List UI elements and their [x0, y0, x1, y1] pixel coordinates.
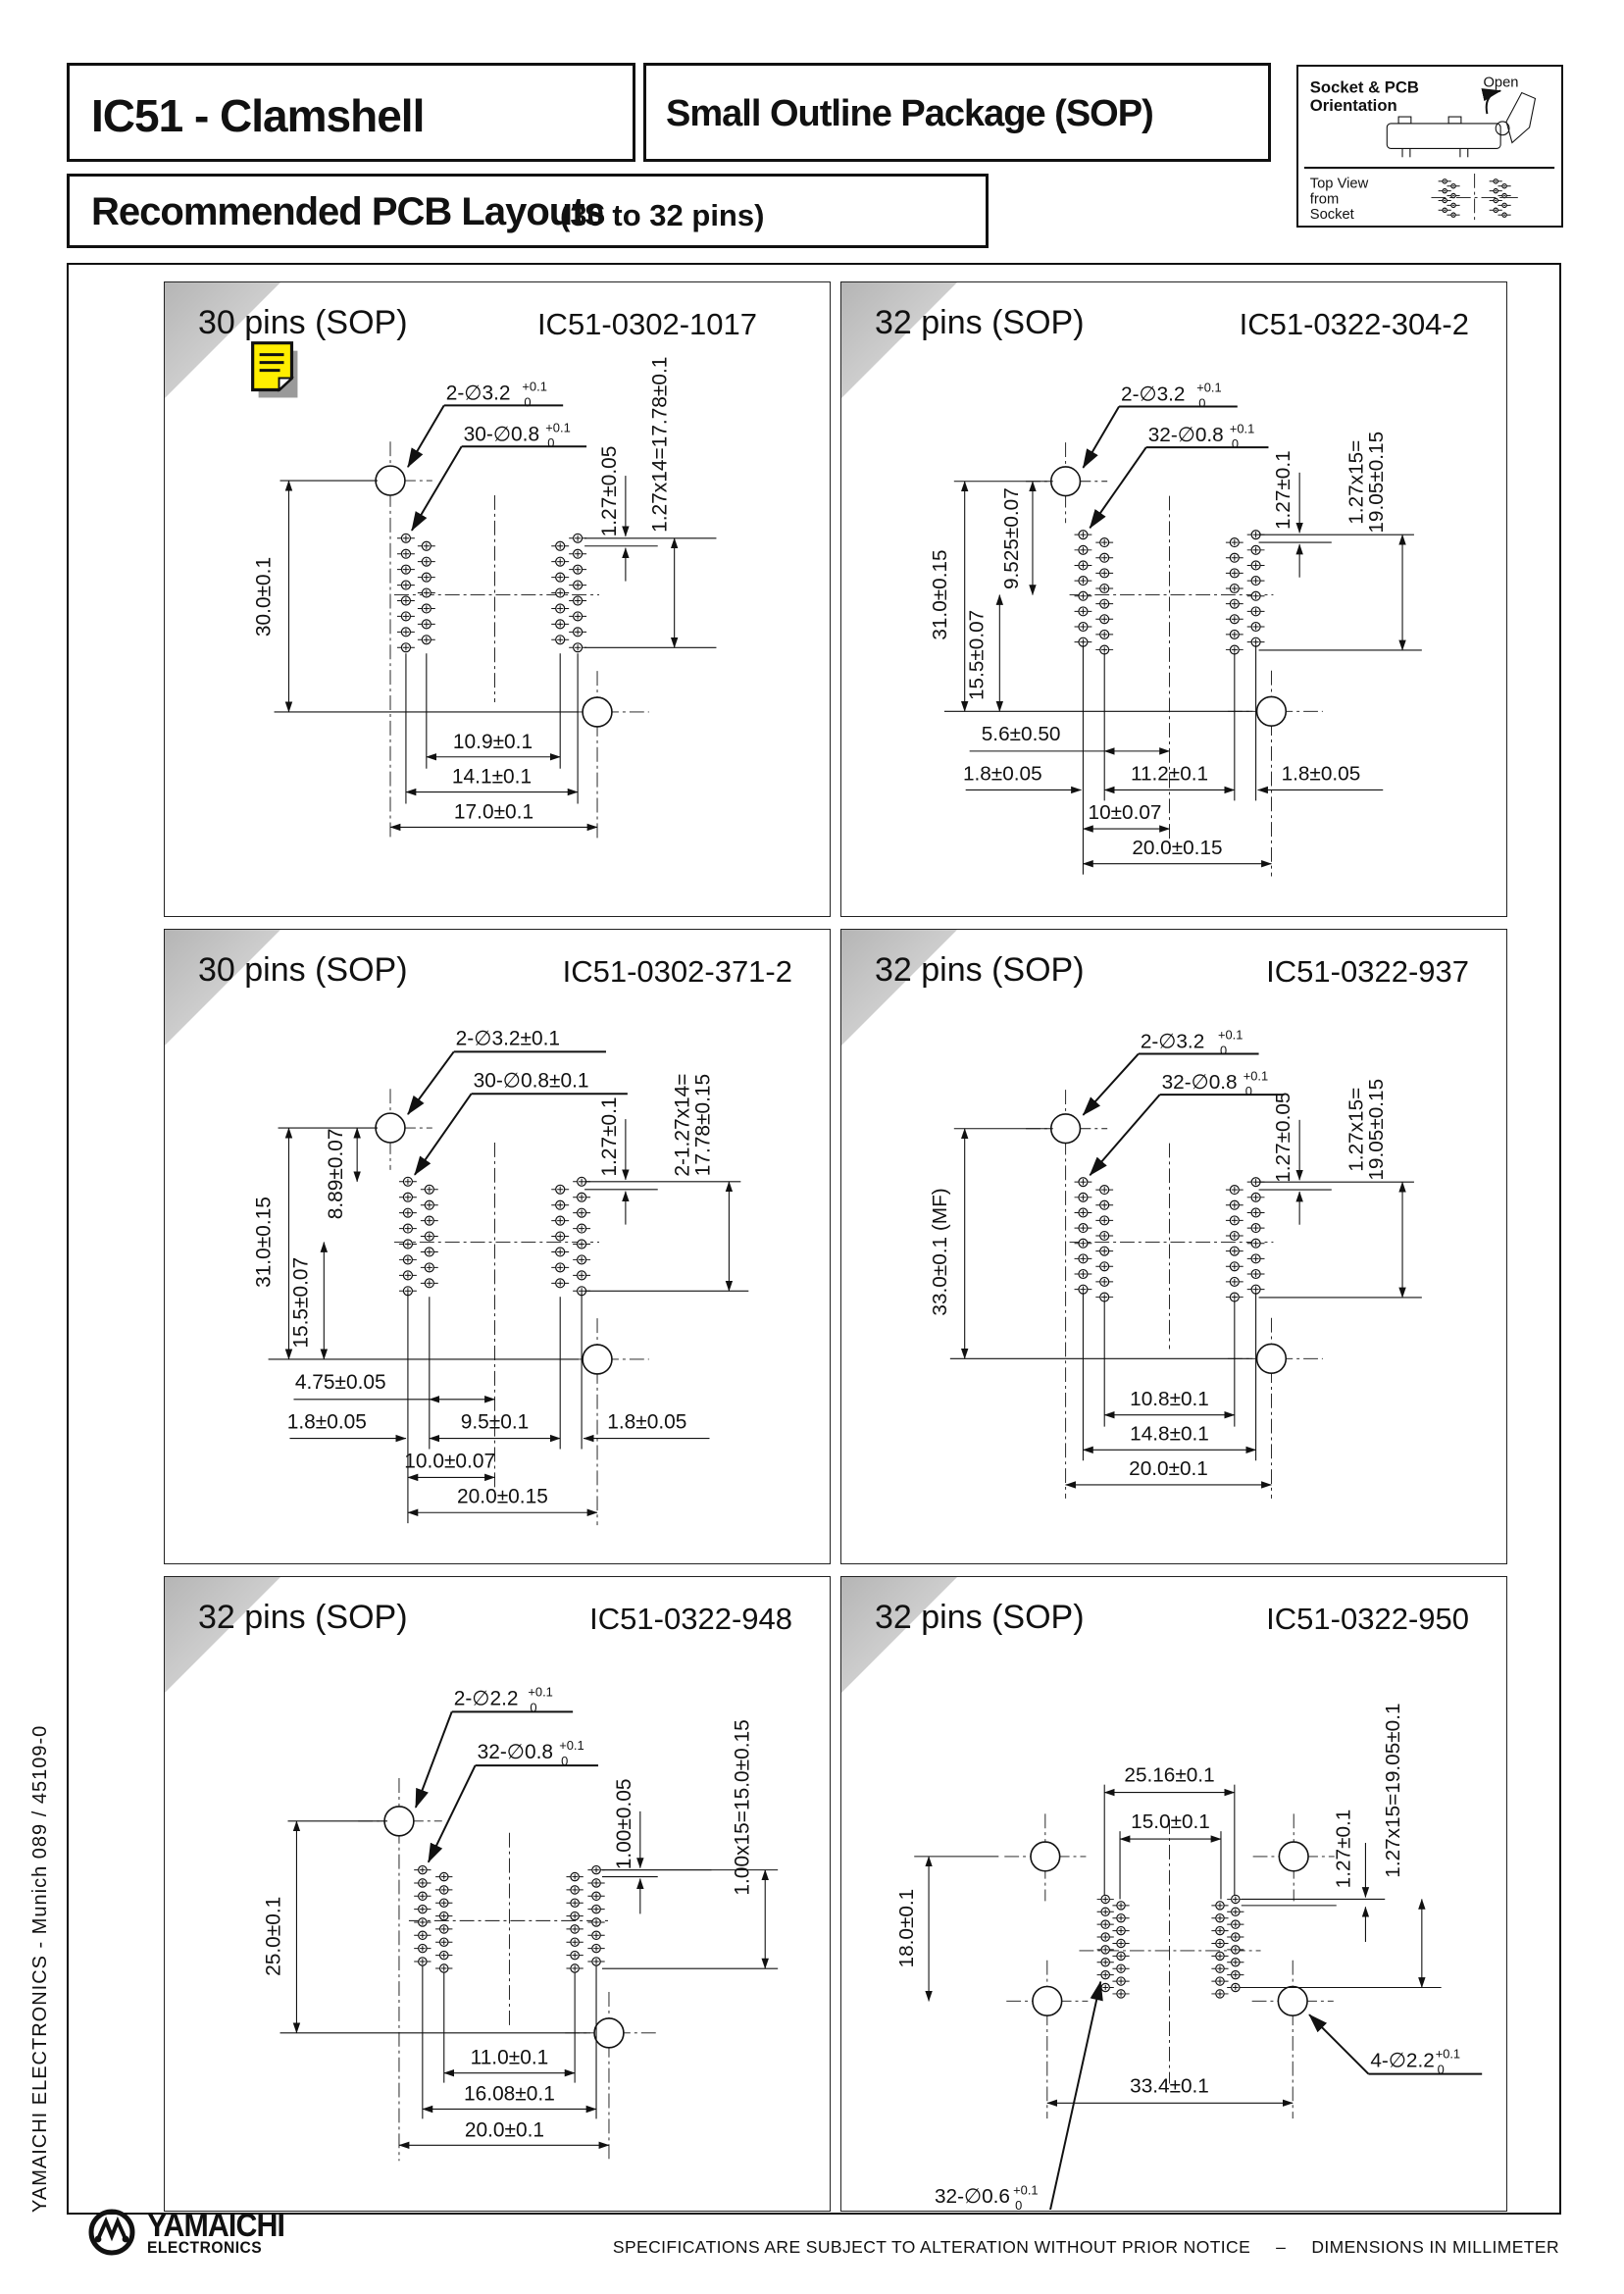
dim-b2: 10.0±0.07: [404, 1450, 496, 1473]
pad-column: [1227, 1895, 1243, 1991]
dim-hole-tol-top: +0.1: [1218, 1027, 1243, 1043]
dim-span-l2: 19.05±0.15: [1365, 1078, 1389, 1181]
dim-v2: 9.525±0.07: [1000, 487, 1024, 590]
footer-notice: [613, 2237, 1559, 2258]
dim-pad-label: 32-∅0.8: [1161, 1071, 1238, 1095]
pad-column: [551, 541, 569, 644]
footer-units: DIMENSIONS IN MILLIMETER: [1311, 2237, 1559, 2257]
top-view-pads-icon: [1431, 174, 1517, 222]
dim-pad-tol-bot: 0: [1244, 1084, 1252, 1099]
dim-pad-tol-bot: 0: [1015, 2198, 1023, 2210]
dim-hole-tol-bot: 0: [1198, 395, 1206, 411]
dim-pitch: 1.00±0.05: [612, 1778, 635, 1870]
dim-span: 1.00x15=15.0±0.15: [731, 1719, 754, 1896]
open-label: Open: [1483, 75, 1519, 91]
dim-hole-label: 4-∅2.2: [1370, 2049, 1435, 2072]
dim-br: 1.8±0.05: [607, 1410, 687, 1434]
pad-column: [399, 1177, 417, 1295]
pcb-layout-drawing: [841, 282, 1501, 915]
alignment-hole: [1051, 1114, 1081, 1144]
pad-callout: [429, 1738, 598, 1861]
pad-column: [1211, 1902, 1228, 1998]
content-frame: [67, 263, 1561, 2215]
dim-b3: 17.0±0.1: [453, 800, 534, 824]
dim-pad-tol-top: +0.1: [545, 420, 571, 435]
alignment-hole: [1033, 1987, 1062, 2016]
panel-part-number: IC51-0322-304-2: [1239, 307, 1469, 341]
dim-hole-label: 2-∅3.2: [1121, 382, 1186, 406]
dim-b0: 5.6±0.50: [981, 722, 1061, 745]
pad-column: [1097, 1895, 1114, 1991]
top-view-line2: from: [1309, 191, 1340, 208]
alignment-hole: [1051, 467, 1081, 496]
dim-t2: 15.0±0.1: [1131, 1810, 1210, 1834]
dim-hole-tol-top: +0.1: [528, 1684, 553, 1700]
dim-hole-tol-top: +0.1: [522, 379, 547, 394]
panel-pins-label: 32 pins (SOP): [875, 951, 1085, 989]
panel-pins-label: 30 pins (SOP): [198, 304, 408, 341]
panel-ic51-0322-950: [840, 1576, 1507, 2212]
page-title: IC51 - Clamshell: [91, 90, 425, 141]
dim-b1: 10.8±0.1: [1130, 1387, 1209, 1410]
panel-pins-label: 30 pins (SOP): [198, 951, 408, 989]
logo-brand-sub: ELECTRONICS: [147, 2238, 263, 2257]
dim-height: 33.0±0.1 (MF): [928, 1188, 951, 1316]
section-title: Recommended PCB Layouts: [91, 190, 605, 233]
dim-hole-label: 2-∅3.2: [445, 382, 511, 405]
pad-column: [1226, 538, 1243, 654]
pad-column: [435, 1872, 452, 1972]
alignment-hole: [1257, 1344, 1287, 1373]
orientation-title-line2: Orientation: [1309, 96, 1397, 116]
alignment-hole: [583, 697, 612, 727]
alignment-hole: [376, 466, 405, 495]
dim-t1: 25.16±0.1: [1124, 1763, 1215, 1787]
dim-b1: 11.2±0.1: [1130, 762, 1209, 786]
pcb-layout-drawing: [841, 1577, 1501, 2210]
dim-bl: 1.8±0.05: [962, 762, 1042, 786]
pcb-layout-drawing: [165, 930, 829, 1562]
section-range: (30 to 32 pins): [560, 198, 765, 232]
orientation-box: [1296, 65, 1563, 228]
package-box: [643, 63, 1271, 162]
panel-ic51-0322-948: [164, 1576, 831, 2212]
pad-column: [1247, 531, 1265, 646]
alignment-hole: [1257, 696, 1287, 726]
pad-column: [566, 1872, 583, 1972]
pcb-layout-drawing: [165, 282, 829, 915]
logo-brand: YAMAICHI: [147, 2207, 284, 2243]
alignment-hole: [376, 1113, 405, 1143]
pad-column: [551, 1185, 569, 1288]
note-icon[interactable]: [253, 343, 298, 398]
pad-column: [573, 1177, 590, 1295]
pad-column: [569, 534, 586, 651]
panel-ic51-0302-1017: [164, 281, 831, 917]
pad-callout: [1090, 421, 1268, 528]
dim-hole-tol-top: +0.1: [1435, 2046, 1461, 2062]
panel-part-number: IC51-0322-950: [1266, 1602, 1469, 1636]
pad-column: [1112, 1902, 1129, 1998]
pad-column: [1095, 538, 1113, 654]
pad-column: [1095, 1186, 1113, 1301]
yamaichi-logo-icon: [86, 2207, 137, 2258]
alignment-hole: [583, 1345, 612, 1374]
dim-b0: 4.75±0.05: [294, 1370, 386, 1394]
dim-pitch: 1.27±0.1: [1272, 450, 1295, 530]
orientation-title-line1: Socket & PCB: [1309, 77, 1419, 97]
pad-column: [397, 534, 415, 651]
alignment-hole: [1278, 1987, 1307, 2016]
dim-height: 30.0±0.1: [252, 556, 276, 637]
panel-ic51-0302-371-2: [164, 929, 831, 1564]
pad-column: [414, 1865, 431, 1965]
dim-span: 1.27x14=17.78±0.1: [648, 356, 672, 533]
hole-callout: [1309, 2014, 1482, 2076]
dim-pad-tol-top: +0.1: [559, 1738, 584, 1754]
alignment-hole: [1279, 1842, 1308, 1871]
dim-span-l1: 2-1.27x14=: [671, 1073, 694, 1177]
dim-pitch: 1.27±0.05: [1272, 1092, 1295, 1183]
dim-pad-tol-top: +0.1: [1013, 2182, 1039, 2198]
footer-dash: –: [1276, 2237, 1287, 2257]
dim-pad-label: 32-∅0.8: [477, 1741, 554, 1764]
dim-b2: 10±0.07: [1088, 801, 1162, 825]
dim-b1: 10.9±0.1: [452, 730, 533, 753]
dim-b3: 20.0±0.1: [464, 2118, 545, 2142]
panel-part-number: IC51-0302-371-2: [562, 954, 792, 989]
pad-column: [1075, 531, 1092, 646]
pad-column: [421, 1185, 438, 1288]
dim-v2: 8.89±0.07: [325, 1128, 348, 1220]
pad-column: [587, 1865, 604, 1965]
dim-pad-label: 32-∅0.6: [935, 2185, 1010, 2209]
orientation-drawing: [1298, 67, 1560, 225]
title-box: [67, 63, 635, 162]
dim-pad-tol-top: +0.1: [1229, 421, 1255, 436]
section-header: [67, 174, 989, 248]
top-view-line3: Socket: [1309, 207, 1354, 224]
alignment-hole: [594, 2018, 624, 2048]
panel-part-number: IC51-0322-937: [1266, 954, 1469, 989]
panel-pins-label: 32 pins (SOP): [875, 1599, 1085, 1636]
dim-b1: 11.0±0.1: [470, 2046, 549, 2069]
pad-column: [1247, 1178, 1265, 1294]
panel-pins-label: 32 pins (SOP): [875, 304, 1085, 341]
pad-callout: [415, 1069, 628, 1175]
dim-hole-tol-bot: 0: [1437, 2062, 1445, 2077]
footer-notice-text: SPECIFICATIONS ARE SUBJECT TO ALTERATION WITHOUT PRIOR NOTICE: [612, 2237, 1251, 2257]
dim-height: 25.0±0.1: [262, 1896, 285, 1976]
dim-pitch: 1.27±0.1: [1332, 1809, 1355, 1889]
dim-hole-label: 2-∅2.2: [453, 1687, 519, 1710]
package-title: Small Outline Package (SOP): [666, 93, 1153, 134]
dim-pad-tol-top: +0.1: [1243, 1068, 1269, 1084]
panel-part-number: IC51-0302-1017: [536, 307, 757, 341]
socket-side-view-icon: [1387, 91, 1535, 158]
dim-b2: 14.8±0.1: [1130, 1422, 1209, 1446]
dim-pad-tol-bot: 0: [547, 435, 555, 451]
dim-hole-label: 2-∅3.2±0.1: [455, 1027, 561, 1050]
pad-column: [1075, 1178, 1092, 1294]
dim-hole-tol-top: +0.1: [1196, 380, 1222, 395]
alignment-hole: [1031, 1842, 1060, 1871]
pcb-layout-drawing: [841, 930, 1501, 1562]
dim-hole-tol-bot: 0: [524, 394, 532, 410]
yamaichi-logo: [86, 2207, 296, 2258]
alignment-hole: [384, 1807, 414, 1836]
dim-height: 18.0±0.1: [895, 1888, 919, 1968]
pcb-layout-drawing: [165, 1577, 829, 2210]
dim-b2: 14.1±0.1: [451, 765, 533, 789]
dim-height: 31.0±0.15: [928, 549, 951, 640]
dim-v3: 15.5±0.07: [965, 609, 989, 701]
pad-column: [1226, 1186, 1243, 1301]
panel-part-number: IC51-0322-948: [589, 1602, 792, 1636]
dim-br: 1.8±0.05: [1281, 762, 1361, 786]
top-view-line1: Top View: [1309, 176, 1369, 192]
pad-callout: [933, 1982, 1100, 2210]
dim-span-l2: 17.78±0.15: [691, 1073, 715, 1177]
dim-b3: 20.0±0.15: [1132, 836, 1223, 859]
dim-span: 1.27x15=19.05±0.1: [1382, 1703, 1405, 1878]
dim-hole-tol-bot: 0: [530, 1700, 537, 1715]
dim-v3: 15.5±0.07: [289, 1256, 313, 1349]
dim-pad-label: 30-∅0.8: [463, 423, 540, 446]
dim-b1: 9.5±0.1: [460, 1410, 530, 1434]
dim-pad-tol-bot: 0: [561, 1754, 569, 1769]
dim-b3: 20.0±0.1: [1129, 1457, 1208, 1481]
dim-b3: 20.0±0.15: [457, 1485, 548, 1508]
dim-b2: 16.08±0.1: [464, 2082, 555, 2106]
dim-span-l1: 1.27x15=: [1345, 1087, 1368, 1172]
panel-pins-label: 32 pins (SOP): [198, 1599, 408, 1636]
dim-span-l1: 1.27x15=: [1345, 439, 1368, 525]
dim-pad-tol-bot: 0: [1231, 436, 1240, 452]
pad-callout: [412, 420, 586, 531]
dim-hole-label: 2-∅3.2: [1140, 1030, 1205, 1053]
pad-callout: [1090, 1068, 1284, 1175]
dim-hole-tol-bot: 0: [1219, 1043, 1228, 1058]
side-vertical-text: YAMAICHI ELECTRONICS - Munich 089 / 45109-0: [29, 1724, 51, 2213]
dim-span-l2: 19.05±0.15: [1365, 431, 1389, 534]
dim-pitch: 1.27±0.1: [597, 1096, 621, 1177]
dim-pitch: 1.27±0.05: [597, 445, 621, 537]
dim-height: 31.0±0.15: [252, 1197, 276, 1288]
panel-ic51-0322-304-2: [840, 281, 1507, 917]
pad-column: [418, 541, 435, 644]
dim-pad-label: 32-∅0.8: [1147, 424, 1224, 447]
dim-bl: 1.8±0.05: [286, 1410, 367, 1434]
panel-ic51-0322-937: [840, 929, 1507, 1564]
dim-pad-label: 30-∅0.8±0.1: [473, 1069, 589, 1093]
dim-b1: 33.4±0.1: [1130, 2074, 1209, 2098]
